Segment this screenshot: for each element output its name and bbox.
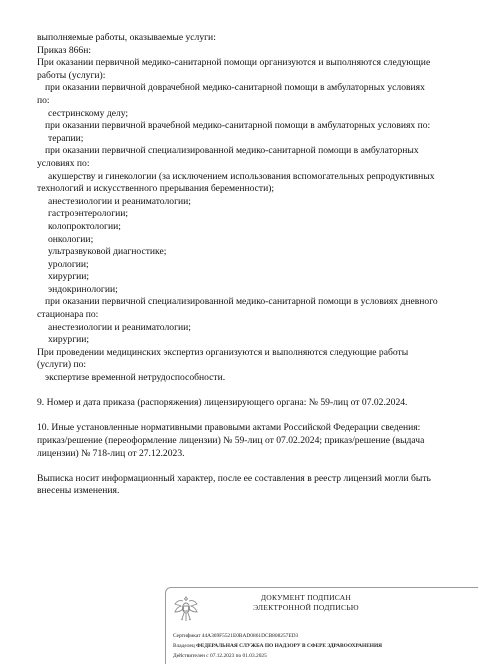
document-line: терапии;: [48, 132, 84, 144]
owner-name: ФЕДЕРАЛЬНАЯ СЛУЖБА ПО НАДЗОРУ В СФЕРЕ ЗДРАВООХРАНЕНИЯ: [196, 643, 383, 649]
document-line: эндокринологии;: [48, 283, 118, 295]
document-line: урологии;: [48, 258, 89, 270]
certificate-number: Сертификат 44A369F5521E0BAD0861DCB808257ED3: [173, 633, 299, 639]
document-line: ультразвуковой диагностике;: [48, 246, 167, 258]
document-line: При проведении медицинских экспертиз организуются и выполняются следующие работы: [37, 346, 409, 358]
certificate-owner: [173, 643, 382, 650]
document-line: (услуги) по:: [37, 359, 87, 371]
document-line: гастроэнтерологии;: [48, 208, 129, 220]
section-9: 9. Номер и дата приказа (распоряжения) лицензирующего органа: № 59-лиц от 07.02.2024.: [37, 397, 408, 409]
registry-notice: [37, 473, 462, 498]
electronic-signature-stamp: [165, 587, 478, 664]
document-line: по:: [37, 94, 50, 106]
signature-title-line1: ДОКУМЕНТ ПОДПИСАН: [260, 593, 352, 602]
notice-line: Выписка носит информационный характер, после ее составления в реестр лицензий могли быть: [37, 472, 431, 484]
document-line: при оказании первичной врачебной медико-санитарной помощи в амбулаторных условиях по:: [45, 120, 431, 132]
document-line: анестезиологии и реаниматологии;: [48, 195, 191, 207]
document-line: При оказании первичной медико-санитарной помощи организуются и выполняются следующие: [37, 57, 431, 69]
document-line: выполняемые работы, оказываемые услуги:: [37, 32, 216, 43]
document-line: условиях по:: [37, 157, 90, 169]
document-line: при оказании первичной доврачебной медико-санитарной помощи в амбулаторных условиях: [45, 82, 425, 94]
section-10-line: приказ/решение (переоформление лицензии) № 59-лиц от 07.02.2024; приказ/решение (выдача: [37, 435, 425, 446]
document-line: работы (услуги):: [37, 69, 106, 81]
certificate-validity: Действителен с 07.12.2023 по 01.03.2025: [173, 653, 267, 659]
document-line: стационара по:: [37, 309, 99, 321]
document-line: технологий и искусственного прерывания беременности);: [37, 183, 275, 195]
document-line: сестринскому делу;: [48, 107, 129, 119]
document-line: при оказании первичной специализированной медико-санитарной помощи в амбулаторных: [45, 145, 419, 157]
services-list: [37, 32, 462, 385]
document-line: хирургии;: [48, 334, 90, 346]
document-line: анестезиологии и реаниматологии;: [48, 321, 191, 333]
section-10-line: 10. Иные установленные нормативными правовыми актами Российской Федерации сведения:: [37, 422, 421, 434]
signature-title-line2: ЭЛЕКТРОННОЙ ПОДПИСЬЮ: [253, 602, 359, 612]
document-line: акушерству и гинекологии (за исключением использования вспомогательных репродуктивных: [48, 170, 435, 182]
document-line: Приказ 866н:: [37, 44, 92, 56]
owner-label: Владелец: [173, 643, 195, 649]
document-line: экспертизе временной нетрудоспособности.: [45, 372, 226, 384]
section-10-line: лицензии) № 718-лиц от 27.12.2023.: [37, 447, 185, 459]
coat-of-arms-icon: [173, 594, 199, 624]
document-line: колопроктологии;: [48, 220, 121, 232]
document-body: [37, 32, 462, 498]
document-line: хирургии;: [48, 271, 90, 283]
notice-line: внесены изменения.: [37, 485, 120, 497]
signature-title: [206, 593, 406, 612]
document-line: при оказании первичной специализированной медико-санитарной помощи в условиях дневного: [45, 296, 438, 308]
document-line: онкологии;: [48, 233, 94, 245]
section-10: [37, 422, 462, 460]
